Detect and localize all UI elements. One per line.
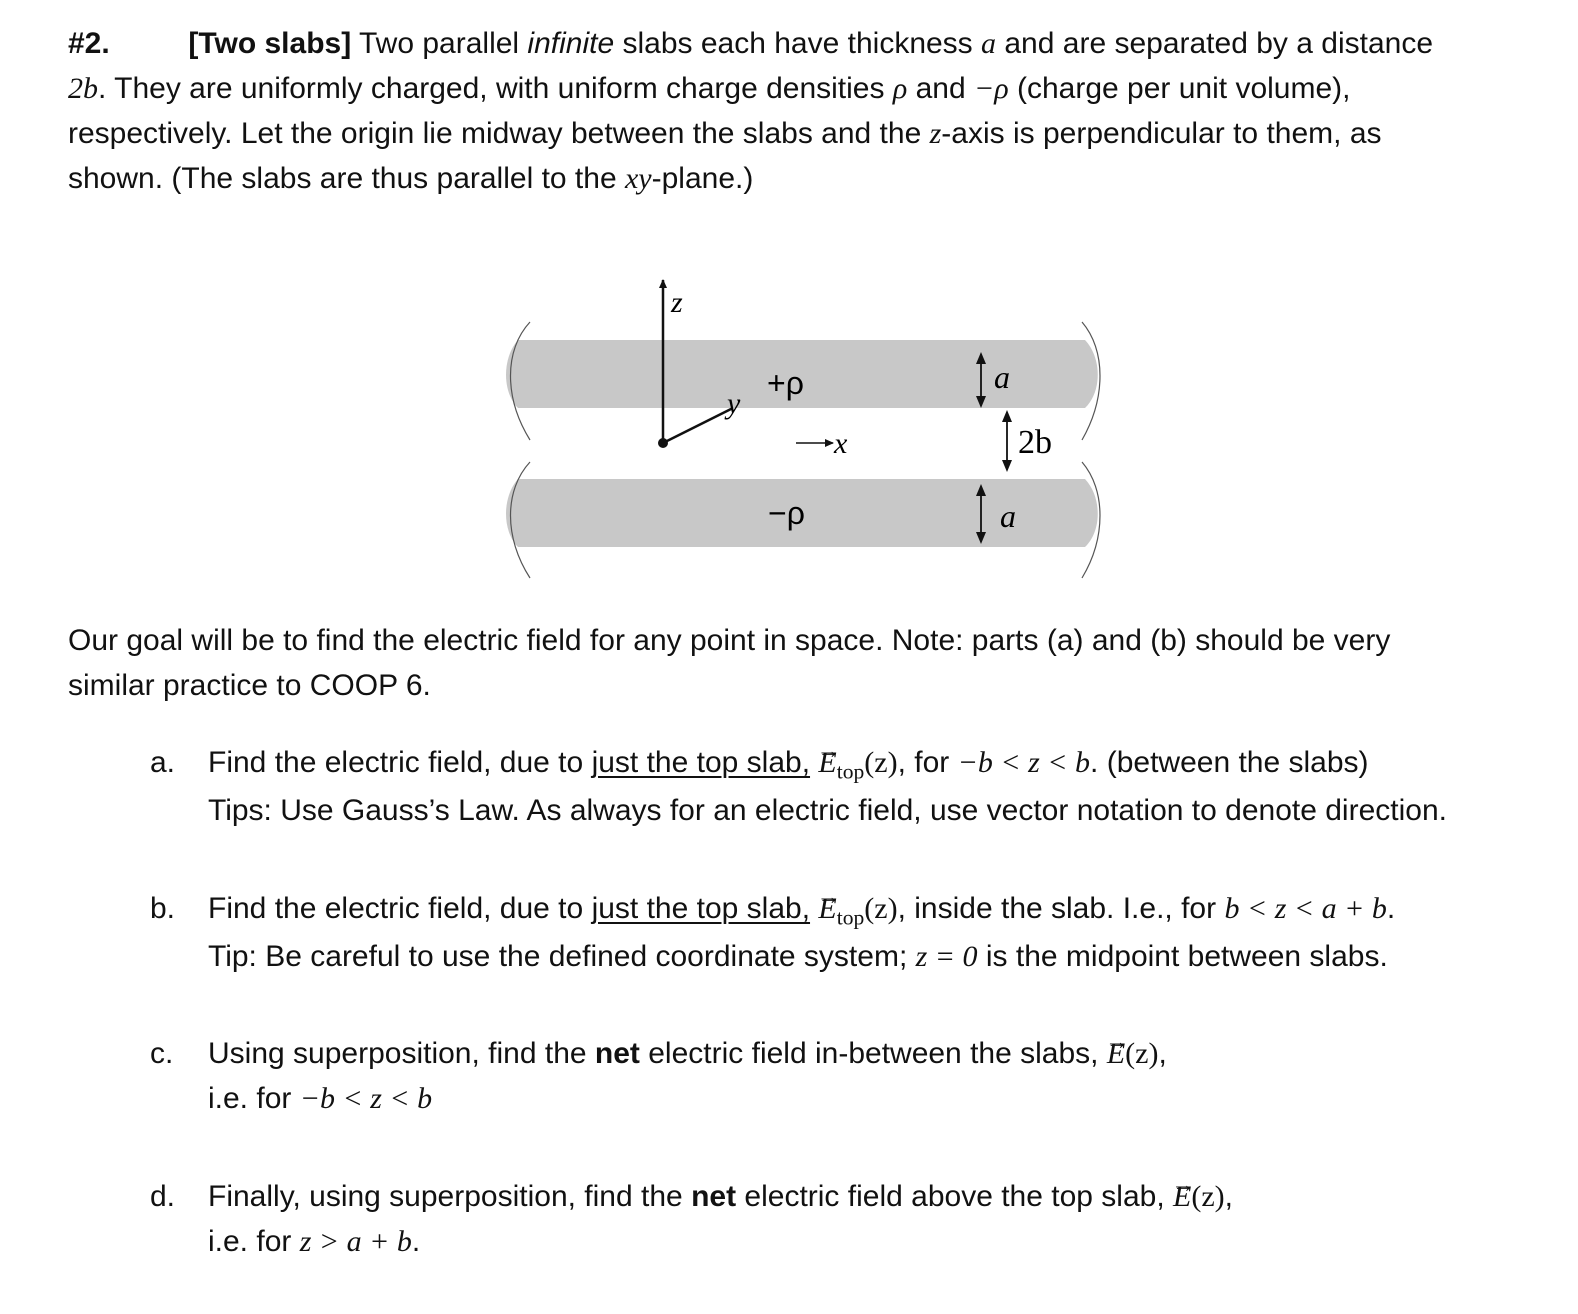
intro-line-1: #2. [Two slabs] Two parallel infinite slabs each have thickness a and are separated by a distance: [68, 27, 1434, 60]
intro-line-2: 2b. They are uniformly charged, with uniform charge densities ρ and −ρ (charge per unit volume),: [68, 72, 1351, 105]
bottom-thickness-label: a: [1000, 498, 1016, 534]
part-d-letter: d.: [150, 1180, 176, 1213]
part-a-line-2: Tips: Use Gauss’s Law. As always for an electric field, use vector notation to denote direction.: [208, 794, 1447, 827]
y-axis: [663, 408, 733, 443]
goal-line-2: similar practice to COOP 6.: [68, 669, 431, 702]
part-c-line-2: i.e. for −b < z < b: [208, 1082, 433, 1115]
axis-y-label: y: [727, 387, 741, 420]
part-a-letter: a.: [150, 746, 176, 779]
part-b-line-2: Tip: Be careful to use the defined coordinate system; z = 0 is the midpoint between slabs.: [208, 940, 1388, 973]
two-slabs-figure: [0, 0, 1578, 620]
origin-dot: [658, 438, 668, 448]
axis-z-label: z: [671, 286, 683, 319]
part-b-line-1: Find the electric field, due to just the top slab, → $E_{top}(z)$, inside the slab. I.e., for b < z < a + b.: [208, 891, 1395, 935]
part-a-line-1: Find the electric field, due to just the top slab, → $E_{top}(z)$, for −b < z < b. (between the slabs): [208, 745, 1369, 789]
goal-line-1: Our goal will be to find the electric field for any point in space. Note: parts (a) and (b) should be very: [68, 624, 1391, 657]
top-thickness-label: a: [994, 359, 1010, 395]
intro-line-4: shown. (The slabs are thus parallel to the xy-plane.): [68, 162, 754, 195]
problem-title: [Two slabs]: [188, 27, 352, 60]
top-density-label: +ρ: [767, 365, 804, 401]
part-c-line-1: Using superposition, find the net electric field in-between the slabs, → E(z),: [208, 1036, 1167, 1072]
intro-line-3: respectively. Let the origin lie midway between the slabs and the z-axis is perpendicular to them, as: [68, 117, 1382, 150]
part-d-line-2: i.e. for z > a + b.: [208, 1225, 421, 1258]
bottom-density-label: −ρ: [768, 495, 805, 531]
part-c-letter: c.: [150, 1037, 174, 1070]
part-d-line-1: Finally, using superposition, find the net electric field above the top slab, → E(z),: [208, 1179, 1233, 1215]
part-b-letter: b.: [150, 892, 176, 925]
problem-number: #2.: [68, 27, 110, 60]
axis-x-label: x: [834, 427, 848, 460]
gap-label: 2b: [1018, 424, 1052, 461]
